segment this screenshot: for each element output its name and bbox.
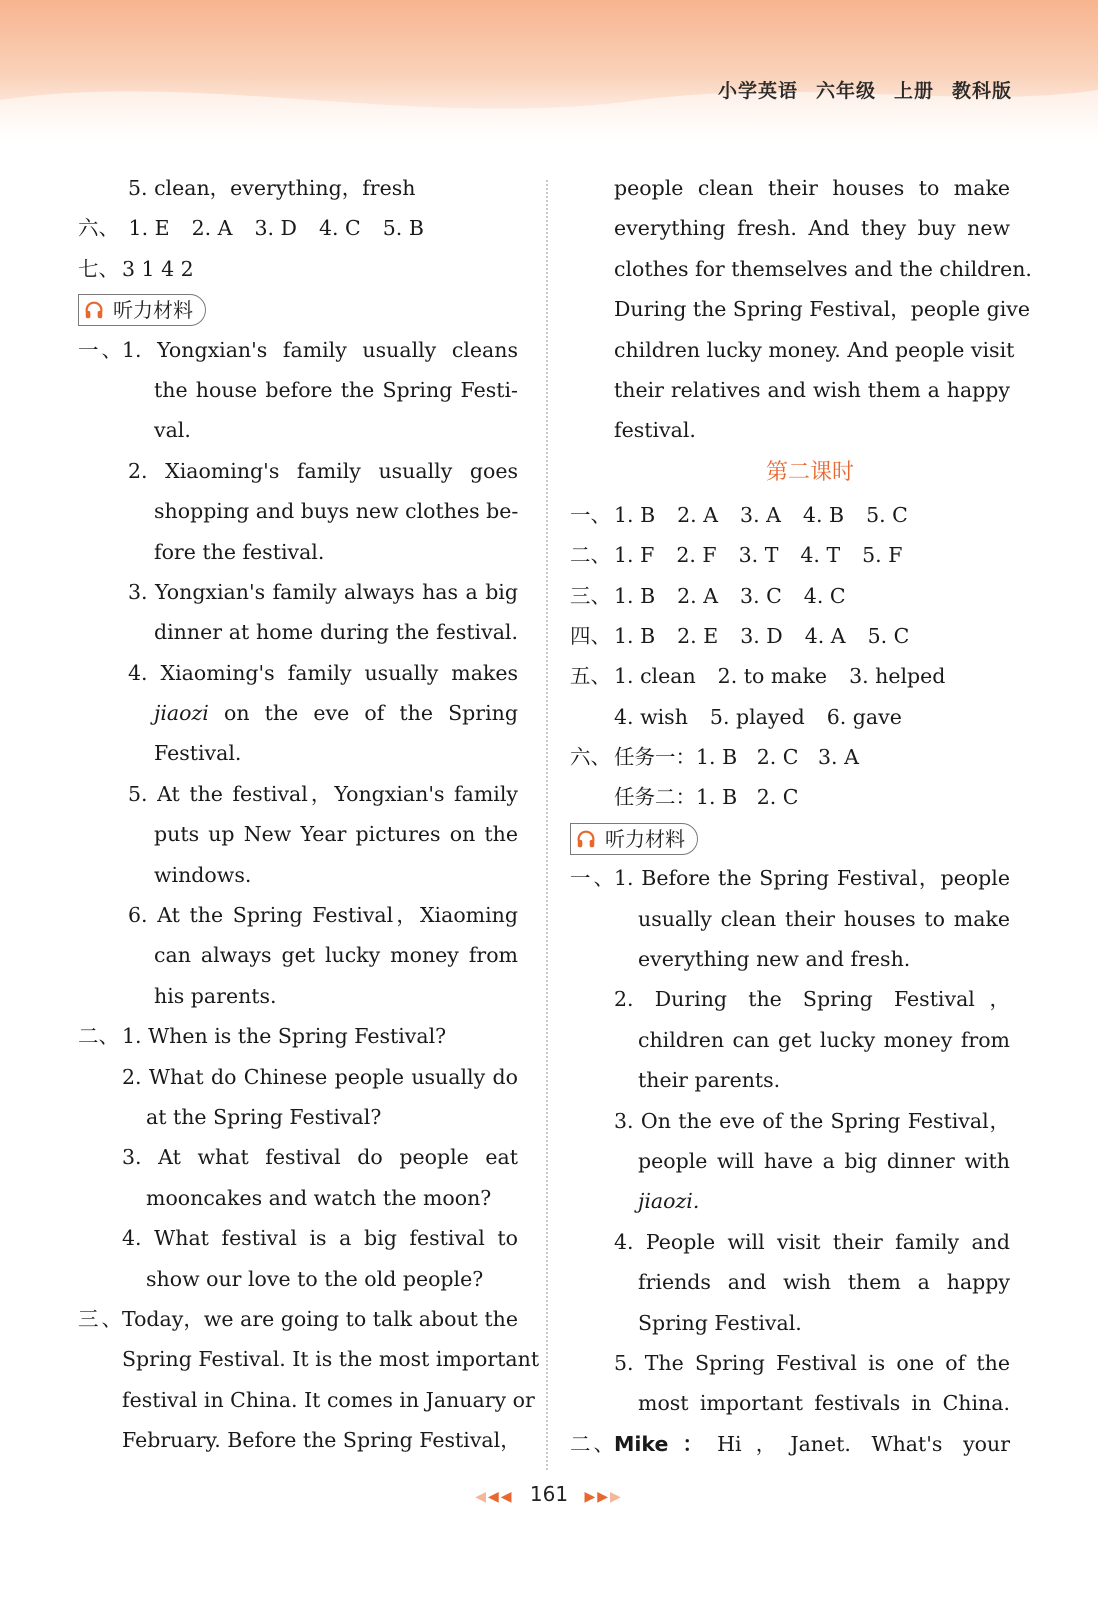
text-line: friends and wish them a happy (638, 1270, 1010, 1295)
text-line: val. (154, 418, 191, 443)
text-line: puts up New Year pictures on the (154, 822, 518, 847)
text-line: jiaozi on the eve of the Spring (154, 701, 518, 726)
answer-line: 5. clean，everything，fresh (128, 176, 416, 200)
text-line: 4. What festival is a big festival to (122, 1226, 518, 1251)
text-line: 2. During the Spring Festival， (614, 987, 1010, 1012)
text-line: people clean their houses to make (614, 176, 1010, 200)
text-line: shopping and buys new clothes be- (154, 499, 519, 524)
answer-line: 七、 3 1 4 2 (78, 256, 194, 281)
text-line: 4. People will visit their family and (614, 1229, 1010, 1254)
text-line: everything fresh. And they buy new (614, 216, 1010, 241)
text-line: February. Before the Spring Festival， (122, 1428, 521, 1453)
text-line: 5. At the festival，Yongxian's family (128, 781, 518, 806)
text-line: at the Spring Festival? (146, 1104, 382, 1129)
text-line: 3. Yongxian's family always has a big (128, 579, 518, 604)
listening-material-tag: 听力材料 (570, 818, 1010, 858)
text-line: dinner at home during the festival. (154, 620, 518, 645)
edition-label: 教科版 (951, 80, 1012, 102)
text-line: Spring Festival. (638, 1310, 802, 1335)
text-line: 一、1. Before the Spring Festival，people (570, 866, 1010, 891)
headphones-icon (83, 299, 105, 321)
answer-line: 四、 1. B 2. E 3. D 4. A 5. C (570, 623, 910, 648)
text-line: festival. (614, 418, 696, 443)
text-line: most important festivals in China. (638, 1391, 1010, 1416)
headphones-icon (575, 828, 597, 850)
text-line: windows. (154, 862, 252, 887)
right-column (570, 168, 1032, 1464)
text-line: children can get lucky money from (638, 1027, 1010, 1052)
text-line: mooncakes and watch the moon? (146, 1185, 492, 1210)
next-arrows-icon: ▶▶▶ (584, 1489, 623, 1505)
text-line: usually clean their houses to make (638, 906, 1010, 931)
text-line: 5. The Spring Festival is one of the (614, 1350, 1010, 1375)
column-divider (546, 180, 548, 1470)
text-line: 6. At the Spring Festival，Xiaoming (128, 903, 518, 928)
answer-line: 二、 1. F 2. F 3. T 4. T 5. F (570, 543, 903, 568)
grade-label: 六年级 (815, 80, 876, 102)
volume-label: 上册 (893, 80, 934, 102)
text-line: jiaozi. (638, 1189, 700, 1214)
subject-label: 小学英语 (717, 80, 798, 102)
lesson-title: 第二课时 (765, 459, 854, 485)
text-line: the house before the Spring Festi- (154, 377, 518, 402)
text-line: festival in China. It comes in January or (122, 1387, 535, 1412)
text-line: fore the festival. (154, 539, 325, 564)
text-line: 二、Mike：Hi，Janet. What's your (570, 1431, 1010, 1456)
text-line: 三、Today，we are going to talk about the (78, 1306, 518, 1331)
answer-line: 六、 1. E 2. A 3. D 4. C 5. B (78, 216, 424, 241)
answer-line: 三、 1. B 2. A 3. C 4. C (570, 583, 846, 608)
answer-line: 五、 1. clean 2. to make 3. helped (570, 664, 946, 689)
text-line: 2. Xiaoming's family usually goes (128, 458, 518, 483)
listening-material-tag: 听力材料 (78, 289, 518, 329)
book-title (718, 76, 1012, 103)
text-line: children lucky money. And people visit (614, 337, 1015, 362)
text-line: 4. Xiaoming's family usually makes (128, 660, 518, 685)
text-line: 二、 1. When is the Spring Festival? (78, 1024, 447, 1049)
text-line: clothes for themselves and the children. (614, 256, 1032, 281)
text-line: can always get lucky money from (154, 943, 518, 968)
text-line: 2. What do Chinese people usually do (122, 1064, 518, 1089)
answer-line: 一、 1. B 2. A 3. A 4. B 5. C (570, 502, 908, 527)
answer-line: 任务二：1. B 2. C (614, 785, 799, 810)
text-line: Spring Festival. It is the most important (122, 1347, 540, 1372)
text-line: 3. At what festival do people eat (122, 1145, 518, 1170)
text-line: During the Spring Festival，people give (614, 297, 1031, 322)
prev-arrows-icon: ◀◀◀ (475, 1489, 514, 1505)
text-line: Festival. (154, 741, 242, 766)
text-line: his parents. (154, 983, 277, 1008)
answer-line: 六、 任务一：1. B 2. C 3. A (570, 745, 859, 770)
answer-line: 4. wish 5. played 6. gave (614, 704, 902, 729)
text-line: their relatives and wish them a happy (614, 377, 1010, 402)
text-line: 一、1. Yongxian's family usually cleans (78, 337, 518, 362)
left-column (78, 168, 540, 1461)
text-line: everything new and fresh. (638, 947, 911, 972)
text-line: 3. On the eve of the Spring Festival， (614, 1108, 1010, 1133)
page-number: ◀◀◀ 161 ▶▶▶ (475, 1482, 623, 1506)
text-line: people will have a big dinner with (638, 1148, 1010, 1173)
text-line: show our love to the old people? (146, 1266, 484, 1291)
text-line: their parents. (638, 1068, 781, 1093)
